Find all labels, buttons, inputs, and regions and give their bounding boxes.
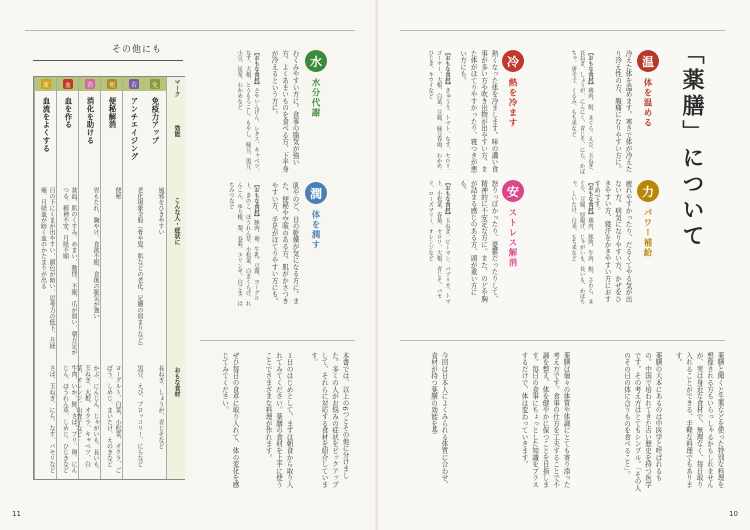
row-mark-badge: 消	[85, 79, 95, 89]
row-mark-badge: 血	[63, 79, 73, 89]
left-paragraph-1: 本書では、以上の6つとその他に分けました。多くの人がお悩みの症状をピックアップして、それらに対応する食材を紹介しています。	[309, 352, 349, 488]
row-effect: 血を作る	[64, 97, 73, 129]
intro-paragraph-4: 今回は日本人によくみられる体質に合わせ、食材が持つ薬膳の効能を基	[429, 352, 448, 488]
page-number-left: 11	[12, 510, 21, 518]
warm-badge: 温	[637, 50, 659, 72]
calm-food-list: 玉ねぎ、ピーマン、パプリカ、トマト、小松菜、春菊、セロリ、大根、青じそ、パセリ、ローズマリー、オレンジなど	[427, 180, 450, 305]
moisture-food-list: 豚肉、卵、牛乳、豆腐、ヨーグルト、きのこ、ほうれん草、小松菜、白きくらげ、れんこん、ゆり根、梨、春菊、エリンギ、白ごま、はちみつなど	[227, 182, 259, 307]
header-symptom: こんな人・症状に	[173, 197, 180, 245]
water-foods	[226, 50, 260, 175]
table-row	[100, 77, 123, 479]
left-paragraph-2: １日のはじめとして、まずは朝食から取り入れてみてください。薬膳の食材を上手に使うことでさまざまな料理が作れます。	[264, 352, 293, 488]
cool-badge: 冷	[502, 50, 524, 72]
row-symptom: 風邪をひきやすい	[157, 187, 164, 235]
row-effect: 便秘解消	[108, 97, 117, 129]
moisture-body: 肌やのど、目の乾燥が気になる方に。また、便秘や空咳のある方、肌がかさつきやすい方、手足がほてりやすい方にも。	[270, 182, 299, 305]
table-row	[122, 77, 145, 479]
left-paragraph-3: ぜひ毎日の食卓に取り入れて、体の変化を感じてみてください。	[220, 352, 239, 488]
row-food: 黒豆、えび、ブロッコリー、にらなど	[136, 365, 143, 467]
moisture-badge: 潤	[305, 182, 327, 204]
moisture-title: 体を潤す	[310, 210, 320, 250]
header-effect: 効能	[173, 125, 180, 137]
table-row	[34, 77, 57, 479]
water-body: むくみやすい方に。食事の脂気が強い方、よくあまいものを食べる方、下半身が冷えるという方に。	[270, 50, 299, 173]
calm-title: ストレス解消	[507, 208, 517, 268]
moisture-food-label: 【おもな食材】	[253, 182, 259, 220]
table-row	[144, 77, 166, 479]
row-symptom: 便秘	[114, 187, 121, 199]
cool-food-label: 【おもな食材】	[444, 50, 450, 88]
row-symptom: 貧血、肌のくすみ、めまい、動悸、不眠、爪が弱い、朝方足がつる、精神不安、月経不順	[61, 187, 77, 355]
row-food: かぶ、にんじん、じゃがいも、長いも、玉ねぎ、大根、オクラ、キャベツ、白菜、オレンジ、山査子など	[75, 365, 99, 473]
power-body: 疲れやすかったり、だるくてやる気が出ない方、病気になりやすい方、かぜをひきやすい方、寝汗をかきやすい方におすすめです。	[592, 180, 632, 303]
top-rule	[400, 30, 725, 31]
row-food: さば、玉ねぎ、にら、なす、パセリなど	[48, 365, 55, 473]
water-food-list: さやいんげん、レタス、キャベツ、なす、大根、とうもろこし、もやし、緑豆、黒豆、小豆、昆布、わかめなど	[236, 50, 259, 175]
power-food-label: 【おもな食材】	[587, 180, 593, 218]
water-title: 水分代謝	[310, 78, 320, 118]
calm-body: 怒りっぽかったり、憂鬱だったりして、精神的に不安定な方に。また、のどや胸が詰まる感じのある方、頭が重い方にも。	[458, 180, 498, 303]
water-food-label: 【おもな食材】	[253, 50, 259, 88]
cool-title: 熱を冷ます	[507, 78, 517, 128]
page-number-right: 10	[729, 510, 738, 518]
cool-foods	[417, 50, 451, 175]
row-effect: 免疫力アップ	[151, 97, 160, 145]
power-foods	[560, 180, 594, 305]
warm-food-label: 【おもな食材】	[587, 50, 593, 88]
page-title: 「薬膳」について	[679, 42, 705, 250]
mid-rule-left	[200, 340, 355, 341]
row-symptom: 老化現象全般（骨や髪、肌などの老化、足腰の弱まりなど）	[136, 187, 143, 349]
cool-body: 熱くなった体を冷まします。味の濃い食事が多い方や吹き出物が出やすい方、また体がほてりやすかったり、寝つきが悪い方にも。	[458, 50, 498, 173]
warm-body: 冷えた体を温めます。寒さで体が冷えたり冷え性の方、腹痛になりやすい方に。	[613, 50, 632, 173]
row-mark-badge: 流	[41, 79, 51, 89]
row-food: 長ねぎ、しょうが、青じそなど	[157, 365, 164, 449]
intro-paragraph-3: 薬膳は個々の体質や体調にとても寄り添った考え方です。食事の仕方を工夫することで不調を整え、体を健やかに保つことを目指します。毎日の食事にちょっとした知識をプラスするだけで、体は変わっていきます。	[520, 352, 570, 488]
row-effect: 血流をよくする	[42, 97, 51, 153]
power-food-list: 鶏肉、豚肉、牛肉、鮭、さわら、まぐろ、豆腐、厚揚げ、じゃがいも、長いも、かぼちゃ、しいたけ、白米、もち米など	[570, 180, 593, 305]
row-mark-badge: 若	[129, 79, 139, 89]
row-symptom: 胃もたれ、胸やけ、食欲不振、食後の眠気が強い	[92, 187, 99, 319]
row-effect: アンチエイジング	[130, 97, 139, 161]
table-title-rule	[33, 60, 183, 61]
table-row	[75, 77, 101, 479]
row-mark-badge: 免	[150, 79, 160, 89]
calm-badge: 安	[502, 180, 524, 202]
power-title: パワー補給	[642, 208, 652, 258]
row-food: ヨーグルト、白菜、小松菜、オクラ、ごぼう、しめじ、まいたけ、えのきなど	[105, 365, 121, 473]
moisture-foods	[224, 182, 260, 307]
warm-foods	[560, 50, 594, 175]
row-symptom: 目の下にくまが出やすい、顔色が暗い、思考力の低下、月経痛、月経血が暗く血のかたまりが出る	[39, 187, 55, 349]
intro-paragraph-1: 薬膳と聞くと生薬などを使った特別な料理を想像される方もいらっしゃるかもしれませんが、実は身近な食材で、無理なく、毎日取り入れることができる、手軽な料理でもあります。	[674, 352, 724, 488]
warm-food-list: 鶏肉、鮭、まぐろ、えび、玉ねぎ、長ねぎ、しょうが、にんにく、青じそ、にら、かぼちゃ、唐辛子、くるみ、もち米など	[570, 50, 593, 175]
cool-food-list: きゅうり、トマト、なす、セロリ、ゴーヤー、大根、白菜、豆腐、緑豆春雨、わかめ、ひじき、キウイなど	[427, 50, 450, 175]
warm-title: 体を温める	[642, 78, 652, 128]
top-rule-left	[25, 30, 355, 31]
calm-foods	[417, 180, 451, 305]
header-mark: マーク	[173, 79, 180, 97]
header-food: おもな食材	[173, 367, 180, 397]
power-badge: 力	[637, 180, 659, 202]
water-badge: 水	[305, 50, 327, 72]
mid-rule	[400, 340, 725, 341]
remedy-table	[33, 76, 185, 480]
right-page	[375, 0, 750, 530]
calm-food-label: 【おもな食材】	[444, 180, 450, 218]
intro-paragraph-2: 薬膳の大本にあるのは中医学と呼ばれるもの。中国で培われてきた古い歴史を持つ医学です。その考え方はとてもシンプル。「その人のその日の体に合うものを食べること」。	[622, 352, 662, 492]
row-mark-badge: 便	[107, 79, 117, 89]
row-effect: 消化を助ける	[86, 97, 95, 145]
table-header-column	[166, 77, 185, 479]
row-food: 牛肉、いか、鮭、さば、ブリ、卵、にんじん、ほうれん草、しめじ、ひじきなど	[61, 365, 77, 473]
table-title: その他にも	[112, 45, 163, 55]
table-row	[56, 77, 79, 479]
